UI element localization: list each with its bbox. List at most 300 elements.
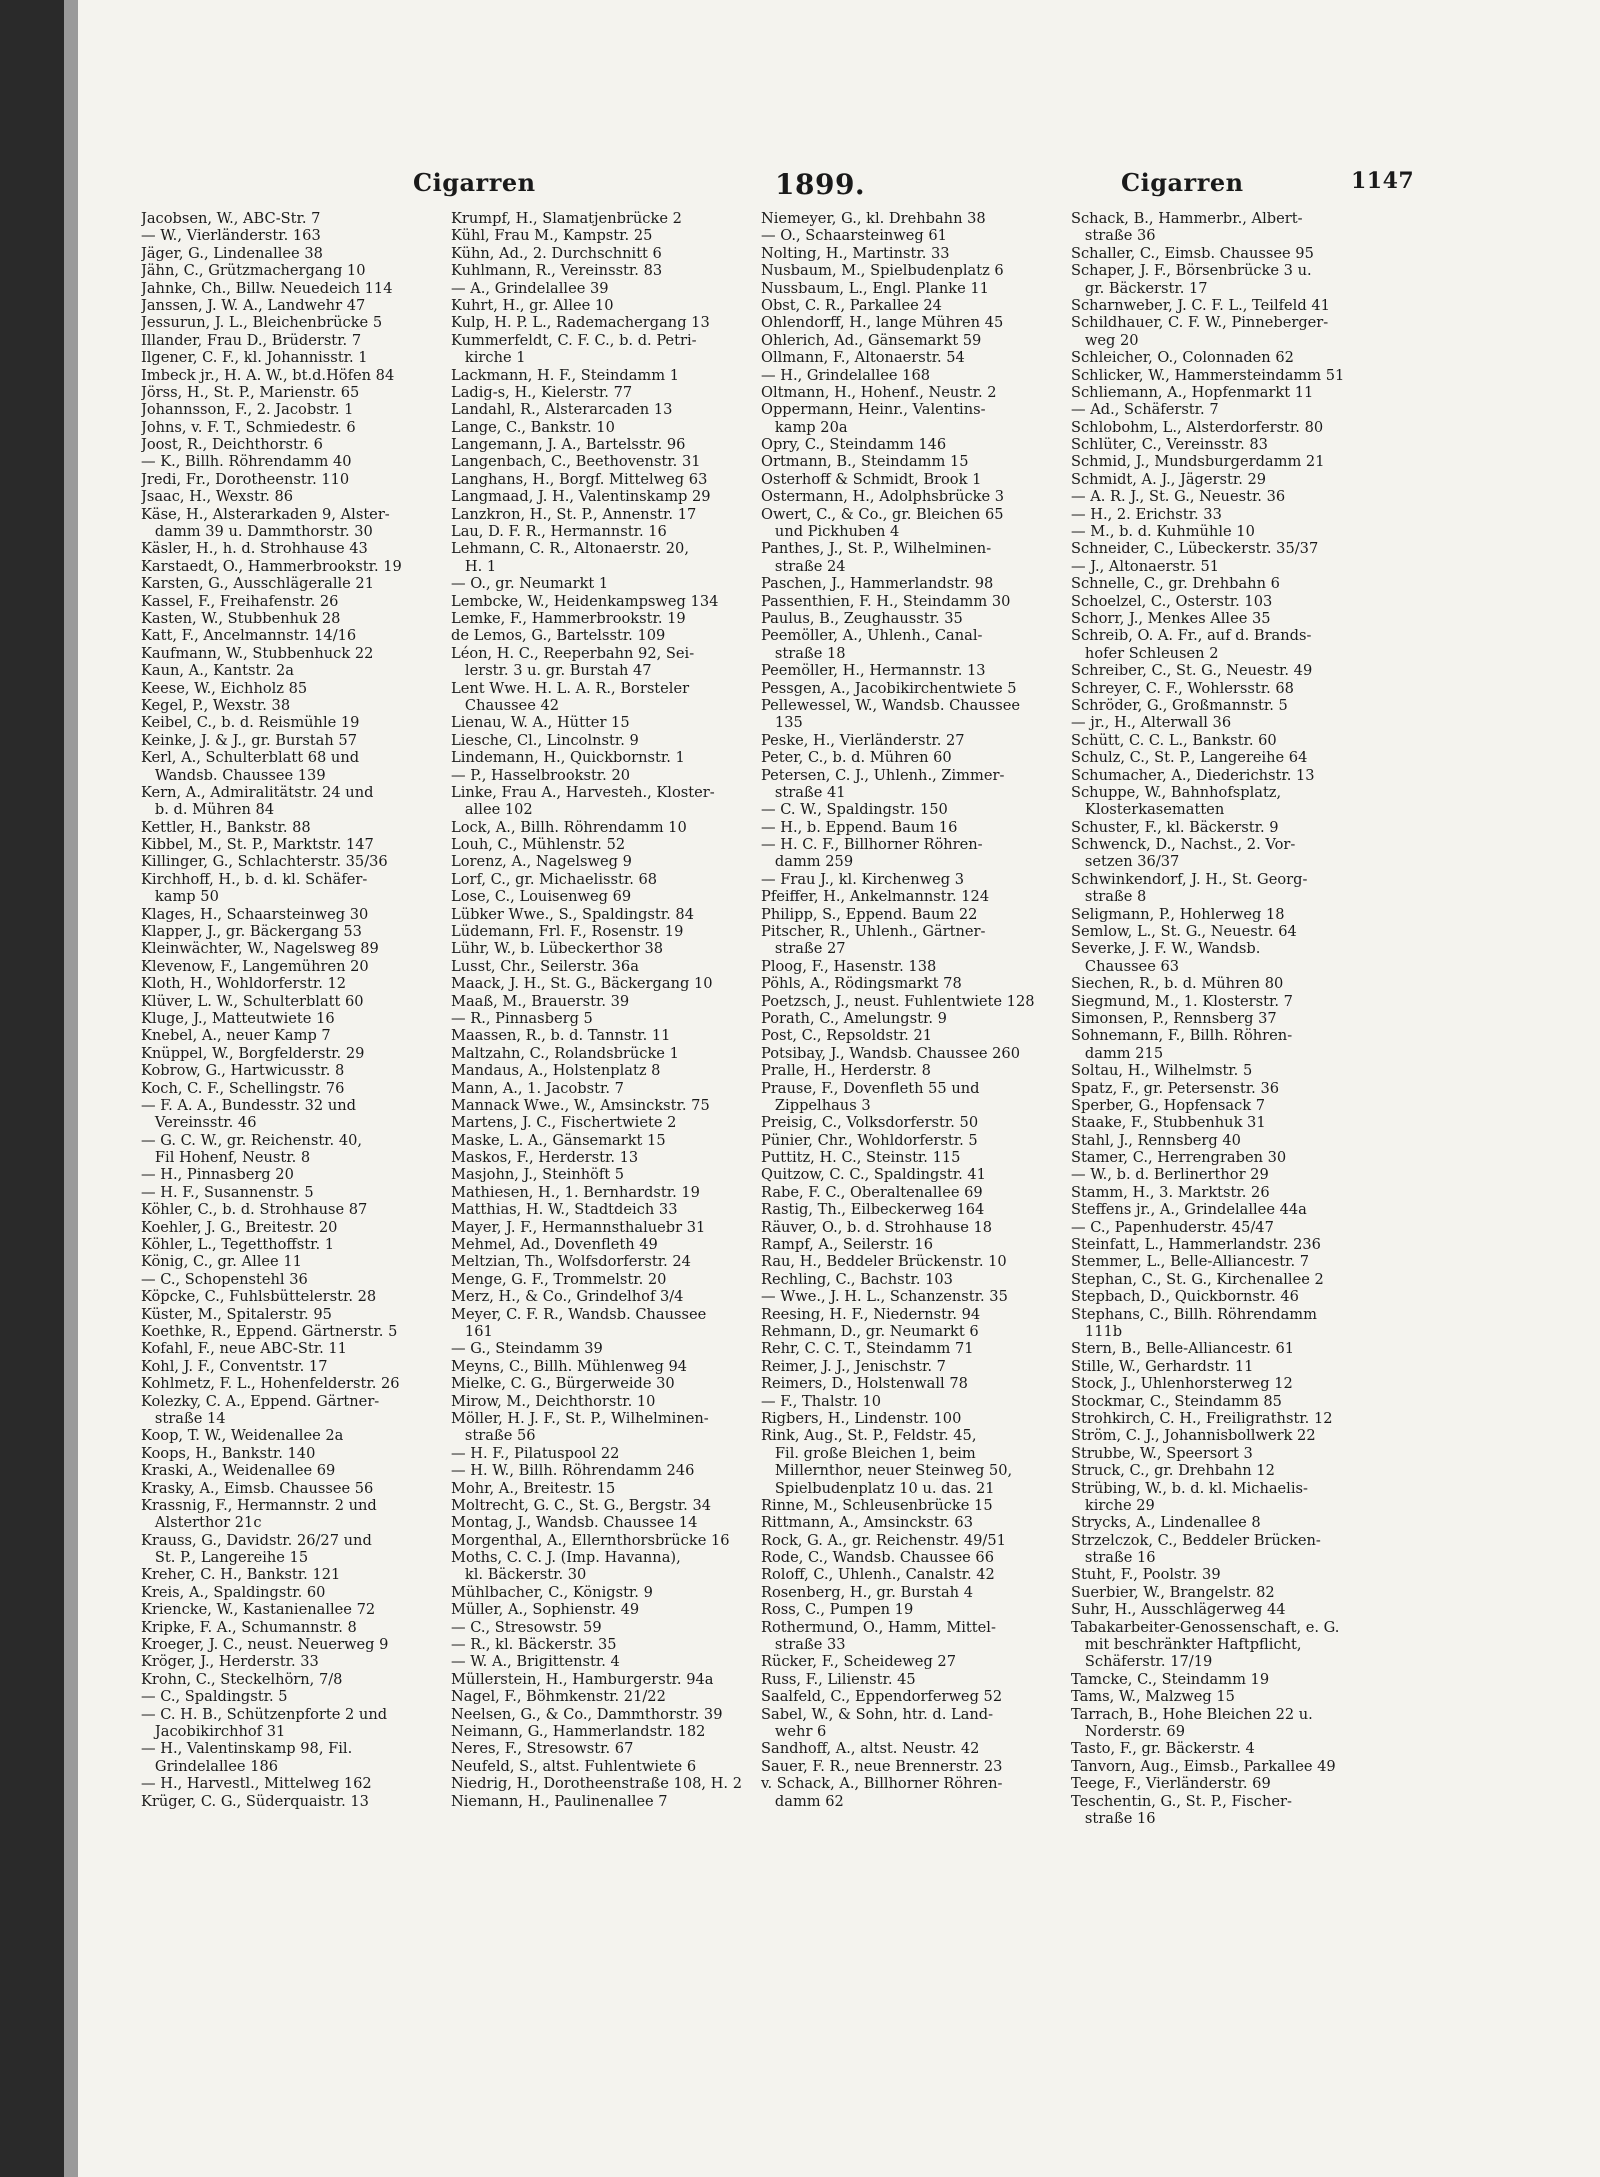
directory-entry: Karsten, G., Ausschlägeralle 21 <box>141 575 374 593</box>
directory-entry: Schreib, O. A. Fr., auf d. Brands- <box>1071 627 1312 645</box>
directory-entry: Maassen, R., b. d. Tannstr. 11 <box>451 1027 671 1045</box>
directory-entry: — H. F., Pilatuspool 22 <box>451 1444 620 1462</box>
directory-entry: Janssen, J. W. A., Landwehr 47 <box>141 296 366 314</box>
directory-entry: — G., Steindamm 39 <box>451 1340 603 1358</box>
directory-entry: — H., Grindelallee 168 <box>761 366 931 384</box>
directory-entry: Spielbudenplatz 10 u. das. 21 <box>761 1479 995 1497</box>
directory-entry: Köhler, L., Tegetthoffstr. 1 <box>141 1236 335 1254</box>
directory-entry: Ortmann, B., Steindamm 15 <box>761 453 969 471</box>
directory-entry: Fil Hohenf, Neustr. 8 <box>141 1149 311 1167</box>
directory-entry: Neelsen, G., & Co., Dammthorstr. 39 <box>451 1705 723 1723</box>
directory-entry: wehr 6 <box>761 1722 827 1740</box>
directory-entry: Peemöller, A., Uhlenh., Canal- <box>761 627 983 645</box>
directory-entry: Koethke, R., Eppend. Gärtnerstr. 5 <box>141 1323 398 1340</box>
directory-entry: Keibel, C., b. d. Reismühle 19 <box>141 714 360 732</box>
directory-entry: — Wwe., J. H. L., Schanzenstr. 35 <box>761 1288 1008 1306</box>
directory-entry: Steinfatt, L., Hammerlandstr. 236 <box>1071 1236 1321 1254</box>
directory-entry: Lindemann, H., Quickbornstr. 1 <box>451 749 685 767</box>
directory-entry: Langemann, J. A., Bartelsstr. 96 <box>451 436 686 454</box>
directory-entry: Langmaad, J. H., Valentinskamp 29 <box>451 488 711 506</box>
directory-entry: Kofahl, F., neue ABC-Str. 11 <box>141 1340 347 1358</box>
directory-entry: Liesche, Cl., Lincolnstr. 9 <box>451 731 639 749</box>
directory-entry: — W., b. d. Berlinerthor 29 <box>1071 1166 1269 1184</box>
directory-entry: straße 16 <box>1071 1549 1156 1567</box>
directory-entry: Meyer, C. F. R., Wandsb. Chaussee <box>451 1305 707 1323</box>
directory-entry: Nolting, H., Martinstr. 33 <box>761 244 950 262</box>
directory-entry: Chaussee 63 <box>1071 957 1180 975</box>
directory-entry: Schlüter, C., Vereinsstr. 83 <box>1071 436 1268 454</box>
directory-entry: Pitscher, R., Uhlenh., Gärtner- <box>761 923 986 941</box>
directory-entry: Obst, C. R., Parkallee 24 <box>761 296 942 314</box>
directory-entry: Müller, A., Sophienstr. 49 <box>451 1601 640 1619</box>
directory-entry: Stepbach, D., Quickbornstr. 46 <box>1071 1288 1299 1306</box>
directory-entry: Schuppe, W., Bahnhofsplatz, <box>1071 783 1282 801</box>
directory-entry: Schliemann, A., Hopfenmarkt 11 <box>1071 383 1314 401</box>
directory-entry: Prause, F., Dovenfleth 55 und <box>761 1079 980 1097</box>
directory-entry: Merz, H., & Co., Grindelhof 3/4 <box>451 1288 684 1306</box>
directory-entry: Rosenberg, H., gr. Burstah 4 <box>761 1583 973 1601</box>
directory-entry: Oltmann, H., Hohenf., Neustr. 2 <box>761 383 997 401</box>
directory-entry: Spatz, F., gr. Petersenstr. 36 <box>1071 1079 1280 1097</box>
directory-entry: Lorenz, A., Nagelsweg 9 <box>451 853 632 871</box>
directory-entry: Léon, H. C., Reeperbahn 92, Sei- <box>451 644 695 662</box>
directory-entry: Struck, C., gr. Drehbahn 12 <box>1071 1462 1275 1480</box>
directory-entry: Langhans, H., Borgf. Mittelweg 63 <box>451 470 708 488</box>
directory-entry: damm 39 u. Dammthorstr. 30 <box>141 523 373 541</box>
directory-entry: damm 62 <box>761 1792 844 1810</box>
directory-entry: straße 8 <box>1071 888 1147 906</box>
directory-entry: Lienau, W. A., Hütter 15 <box>451 714 630 732</box>
directory-entry: Klüver, L. W., Schulterblatt 60 <box>141 992 364 1010</box>
directory-entry: Rock, G. A., gr. Reichenstr. 49/51 <box>761 1531 1006 1549</box>
directory-entry: Lange, C., Bankstr. 10 <box>451 418 615 436</box>
directory-entry: — W., Vierländerstr. 163 <box>141 227 321 245</box>
directory-entry: Lanzkron, H., St. P., Annenstr. 17 <box>451 505 697 523</box>
directory-entry: Passenthien, F. H., Steindamm 30 <box>761 592 1011 610</box>
directory-entry: Ström, C. J., Johannisbollwerk 22 <box>1071 1427 1316 1445</box>
directory-entry: Panthes, J., St. P., Wilhelminen- <box>761 540 992 558</box>
directory-entry: Rothermund, O., Hamm, Mittel- <box>761 1618 996 1636</box>
directory-entry: Linke, Frau A., Harvesteh., Kloster- <box>451 783 715 801</box>
directory-entry: Ilgener, C. F., kl. Johannisstr. 1 <box>141 349 368 367</box>
page-number: 1147 <box>1351 168 1415 194</box>
directory-entry: Kühl, Frau M., Kampstr. 25 <box>451 227 653 245</box>
directory-entry: Mathiesen, H., 1. Bernhardstr. 19 <box>451 1183 700 1201</box>
directory-entry: Mehmel, Ad., Dovenfleth 49 <box>451 1236 658 1254</box>
directory-entry: Staake, F., Stubbenhuk 31 <box>1071 1114 1266 1132</box>
directory-entry: Reimer, J. J., Jenischstr. 7 <box>761 1357 946 1375</box>
directory-entry: Lent Wwe. H. L. A. R., Borsteler <box>451 679 690 697</box>
directory-entry: Peter, C., b. d. Mühren 60 <box>761 749 952 767</box>
directory-entry: Kulp, H. P. L., Rademachergang 13 <box>451 314 710 332</box>
directory-entry: Philipp, S., Eppend. Baum 22 <box>761 905 978 923</box>
directory-entry: — H., b. Eppend. Baum 16 <box>761 818 958 836</box>
directory-entry: Schmid, J., Mundsburgerdamm 21 <box>1071 453 1325 471</box>
directory-entry: — Ad., Schäferstr. 7 <box>1071 401 1219 419</box>
directory-entry: Kassel, F., Freihafenstr. 26 <box>141 592 339 610</box>
directory-entry: Steffens jr., A., Grindelallee 44a <box>1071 1201 1307 1219</box>
directory-entry: Petersen, C. J., Uhlenh., Zimmer- <box>761 766 1005 784</box>
directory-entry: — F., Thalstr. 10 <box>761 1392 882 1410</box>
directory-entry: Rinne, M., Schleusenbrücke 15 <box>761 1496 993 1514</box>
directory-entry: Neres, F., Stresowstr. 67 <box>451 1740 634 1758</box>
column-3 <box>761 210 1066 2090</box>
directory-entry: Mielke, C. G., Bürgerweide 30 <box>451 1375 675 1393</box>
directory-entry: Rehmann, D., gr. Neumarkt 6 <box>761 1323 979 1340</box>
directory-page <box>78 0 1600 2177</box>
directory-entry: — G. C. W., gr. Reichenstr. 40, <box>141 1131 363 1149</box>
directory-entry: Quitzow, C. C., Spaldingstr. 41 <box>761 1166 986 1184</box>
directory-entry: Strübing, W., b. d. kl. Michaelis- <box>1071 1479 1308 1497</box>
directory-entry: kirche 1 <box>451 349 526 367</box>
directory-entry: straße 36 <box>1071 227 1156 245</box>
directory-entry: — W. A., Brigittenstr. 4 <box>451 1653 620 1671</box>
directory-entry: Koch, C. F., Schellingstr. 76 <box>141 1079 345 1097</box>
directory-entry: Klevenow, F., Langemühren 20 <box>141 957 369 975</box>
directory-entry: Rastig, Th., Eilbeckerweg 164 <box>761 1201 985 1219</box>
directory-entry: Jacobikirchhof 31 <box>141 1722 286 1740</box>
directory-entry: und Pickhuben 4 <box>761 523 900 541</box>
directory-entry: Pöhls, A., Rödingsmarkt 78 <box>761 975 962 993</box>
directory-entry: Vereinsstr. 46 <box>141 1114 257 1132</box>
directory-entry: Maskos, F., Herderstr. 13 <box>451 1149 639 1167</box>
directory-entry: Rittmann, A., Amsinckstr. 63 <box>761 1514 973 1532</box>
directory-entry: Rink, Aug., St. P., Feldstr. 45, <box>761 1427 977 1445</box>
directory-entry: Semlow, L., St. G., Neuestr. 64 <box>1071 923 1297 941</box>
column-2 <box>451 210 756 2090</box>
directory-entry: Siegmund, M., 1. Klosterstr. 7 <box>1071 992 1293 1010</box>
directory-entry: Matthias, H. W., Stadtdeich 33 <box>451 1201 678 1219</box>
directory-entry: — H. W., Billh. Röhrendamm 246 <box>451 1462 695 1480</box>
directory-entry: Niemeyer, G., kl. Drehbahn 38 <box>761 210 986 227</box>
directory-entry: Mandaus, A., Holstenplatz 8 <box>451 1062 661 1080</box>
directory-entry: — A., Grindelallee 39 <box>451 279 609 297</box>
directory-entry: Lehmann, C. R., Altonaerstr. 20, <box>451 540 689 558</box>
directory-entry: Schütt, C. C. L., Bankstr. 60 <box>1071 731 1277 749</box>
directory-entry: lerstr. 3 u. gr. Burstah 47 <box>451 662 652 680</box>
header-right-title: Cigarren <box>1121 168 1244 197</box>
directory-columns <box>138 210 1368 2090</box>
directory-entry: Kreher, C. H., Bankstr. 121 <box>141 1566 341 1584</box>
directory-entry: damm 215 <box>1071 1044 1164 1062</box>
directory-entry: Niedrig, H., Dorotheenstraße 108, H. 2 <box>451 1775 742 1793</box>
directory-entry: Roloff, C., Uhlenh., Canalstr. 42 <box>761 1566 995 1584</box>
directory-entry: Sperber, G., Hopfensack 7 <box>1071 1096 1266 1114</box>
directory-entry: Pessgen, A., Jacobikirchentwiete 5 <box>761 679 1017 697</box>
directory-entry: Pralle, H., Herderstr. 8 <box>761 1062 931 1080</box>
directory-entry: Millernthor, neuer Steinweg 50, <box>761 1462 1013 1480</box>
directory-entry: Stephans, C., Billh. Röhrendamm <box>1071 1305 1317 1323</box>
directory-entry: Schack, B., Hammerbr., Albert- <box>1071 210 1303 227</box>
running-header <box>138 168 1415 208</box>
directory-entry: Opry, C., Steindamm 146 <box>761 436 947 454</box>
directory-entry: — Frau J., kl. Kirchenweg 3 <box>761 870 965 888</box>
directory-entry: Langenbach, C., Beethovenstr. 31 <box>451 453 701 471</box>
directory-entry: Lau, D. F. R., Hermannstr. 16 <box>451 523 667 541</box>
directory-entry: Ploog, F., Hasenstr. 138 <box>761 957 937 975</box>
column-1 <box>141 210 446 2090</box>
directory-entry: Lemke, F., Hammerbrookstr. 19 <box>451 609 686 627</box>
directory-entry: Lock, A., Billh. Röhrendamm 10 <box>451 818 687 836</box>
directory-entry: — C., Papenhuderstr. 45/47 <box>1071 1218 1274 1236</box>
directory-entry: Knüppel, W., Borgfelderstr. 29 <box>141 1044 365 1062</box>
directory-entry: v. Schack, A., Billhorner Röhren- <box>761 1775 1003 1793</box>
directory-entry: Stahl, J., Rennsberg 40 <box>1071 1131 1241 1149</box>
directory-entry: Kühn, Ad., 2. Durchschnitt 6 <box>451 244 662 262</box>
directory-entry: Krassnig, F., Hermannstr. 2 und <box>141 1496 377 1514</box>
directory-entry: Niemann, H., Paulinenallee 7 <box>451 1792 668 1810</box>
directory-entry: Chaussee 42 <box>451 696 560 714</box>
directory-entry: — C., Spaldingstr. 5 <box>141 1688 288 1706</box>
directory-entry: Johannsson, F., 2. Jacobstr. 1 <box>141 401 354 419</box>
directory-entry: straße 14 <box>141 1409 226 1427</box>
directory-entry: Scharnweber, J. C. F. L., Teilfeld 41 <box>1071 296 1330 314</box>
directory-entry: Stille, W., Gerhardstr. 11 <box>1071 1357 1254 1375</box>
directory-entry: Rampf, A., Seilerstr. 16 <box>761 1236 933 1254</box>
directory-entry: Strubbe, W., Speersort 3 <box>1071 1444 1253 1462</box>
directory-entry: Stephan, C., St. G., Kirchenallee 2 <box>1071 1270 1324 1288</box>
directory-entry: Jsaac, H., Wexstr. 86 <box>141 488 294 506</box>
directory-entry: Klages, H., Schaarsteinweg 30 <box>141 905 369 923</box>
directory-entry: Mayer, J. F., Hermannsthaluebr 31 <box>451 1218 706 1236</box>
directory-entry: straße 56 <box>451 1427 536 1445</box>
directory-entry: Kasten, W., Stubbenhuk 28 <box>141 609 341 627</box>
directory-entry: Lühr, W., b. Lübeckerthor 38 <box>451 940 664 958</box>
directory-entry: Lackmann, H. F., Steindamm 1 <box>451 366 680 384</box>
directory-entry: Teschentin, G., St. P., Fischer- <box>1071 1792 1292 1810</box>
directory-entry: Johns, v. F. T., Schmiedestr. 6 <box>141 418 356 436</box>
directory-entry: kl. Bäckerstr. 30 <box>451 1566 587 1584</box>
directory-entry: Strohkirch, C. H., Freiligrathstr. 12 <box>1071 1409 1333 1427</box>
directory-entry: Mirow, M., Deichthorstr. 10 <box>451 1392 656 1410</box>
directory-entry: Schneider, C., Lübeckerstr. 35/37 <box>1071 540 1319 558</box>
directory-entry: Kibbel, M., St. P., Marktstr. 147 <box>141 836 374 854</box>
directory-entry: Puttitz, H. C., Steinstr. 115 <box>761 1149 961 1167</box>
directory-entry: Schwenck, D., Nachst., 2. Vor- <box>1071 836 1296 854</box>
directory-entry: Meltzian, Th., Wolfsdorferstr. 24 <box>451 1253 691 1271</box>
directory-entry: Lorf, C., gr. Michaelisstr. 68 <box>451 870 658 888</box>
directory-entry: Joost, R., Deichthorstr. 6 <box>141 436 323 454</box>
directory-entry: Kerl, A., Schulterblatt 68 und <box>141 749 360 767</box>
directory-entry: Nusbaum, M., Spielbudenplatz 6 <box>761 262 1004 280</box>
directory-entry: Sohnemann, F., Billh. Röhren- <box>1071 1027 1293 1045</box>
directory-entry: Schlobohm, L., Alsterdorferstr. 80 <box>1071 418 1324 436</box>
directory-entry: Mohr, A., Breitestr. 15 <box>451 1479 616 1497</box>
directory-entry: 111b <box>1071 1323 1123 1340</box>
directory-entry: St. P., Langereihe 15 <box>141 1549 309 1567</box>
directory-entry: Lembcke, W., Heidenkampsweg 134 <box>451 592 719 610</box>
directory-entry: Käsler, H., h. d. Strohhause 43 <box>141 540 368 558</box>
directory-entry: Severke, J. F. W., Wandsb. <box>1071 940 1261 958</box>
directory-entry: Stamer, C., Herrengraben 30 <box>1071 1149 1287 1167</box>
directory-entry: allee 102 <box>451 801 533 819</box>
directory-entry: Sabel, W., & Sohn, htr. d. Land- <box>761 1705 994 1723</box>
directory-entry: damm 259 <box>761 853 854 871</box>
directory-entry: Schmidt, A. J., Jägerstr. 29 <box>1071 470 1267 488</box>
header-left-title: Cigarren <box>413 168 536 197</box>
directory-entry: — C. W., Spaldingstr. 150 <box>761 801 948 819</box>
directory-entry: — F. A. A., Bundesstr. 32 und <box>141 1096 356 1114</box>
directory-entry: Paulus, B., Zeughausstr. 35 <box>761 609 963 627</box>
directory-entry: Klosterkasematten <box>1071 801 1225 819</box>
directory-entry: Kuhlmann, R., Vereinsstr. 83 <box>451 262 663 280</box>
directory-entry: Schröder, G., Großmannstr. 5 <box>1071 696 1288 714</box>
directory-entry: Jredi, Fr., Dorotheenstr. 110 <box>141 470 350 488</box>
directory-entry: Knebel, A., neuer Kamp 7 <box>141 1027 331 1045</box>
directory-entry: Suerbier, W., Brangelstr. 82 <box>1071 1583 1275 1601</box>
directory-entry: kamp 50 <box>141 888 219 906</box>
directory-entry: Kohl, J. F., Conventstr. 17 <box>141 1357 328 1375</box>
directory-entry: Alsterthor 21c <box>141 1514 262 1532</box>
directory-entry: Post, C., Repsoldstr. 21 <box>761 1027 933 1045</box>
directory-entry: Lusst, Chr., Seilerstr. 36a <box>451 957 639 975</box>
directory-entry: Norderstr. 69 <box>1071 1722 1185 1740</box>
directory-entry: Kern, A., Admiralitätstr. 24 und <box>141 783 374 801</box>
directory-entry: Pfeiffer, H., Ankelmannstr. 124 <box>761 888 990 906</box>
directory-entry: — H., Pinnasberg 20 <box>141 1166 294 1184</box>
directory-entry: straße 18 <box>761 644 846 662</box>
directory-entry: — R., Pinnasberg 5 <box>451 1009 593 1027</box>
directory-entry: — P., Hasselbrookstr. 20 <box>451 766 631 784</box>
directory-entry: Martens, J. C., Fischertwiete 2 <box>451 1114 677 1132</box>
page-edge <box>64 0 78 2177</box>
directory-entry: Räuver, O., b. d. Strohhause 18 <box>761 1218 993 1236</box>
book-spine-shadow <box>0 0 64 2177</box>
directory-entry: Rehr, C. C. T., Steindamm 71 <box>761 1340 974 1358</box>
directory-entry: Koehler, J. G., Breitestr. 20 <box>141 1218 338 1236</box>
directory-entry: Müllerstein, H., Hamburgerstr. 94a <box>451 1670 714 1688</box>
directory-entry: Kröger, J., Herderstr. 33 <box>141 1653 319 1671</box>
directory-entry: — jr., H., Alterwall 36 <box>1071 714 1232 732</box>
directory-entry: Kirchhoff, H., b. d. kl. Schäfer- <box>141 870 368 888</box>
directory-entry: Nagel, F., Böhmkenstr. 21/22 <box>451 1688 666 1706</box>
directory-entry: Kluge, J., Matteutwiete 16 <box>141 1009 335 1027</box>
directory-entry: — H., 2. Erichstr. 33 <box>1071 505 1222 523</box>
directory-entry: Maske, L. A., Gänsemarkt 15 <box>451 1131 666 1149</box>
directory-entry: Ohlerich, Ad., Gänsemarkt 59 <box>761 331 982 349</box>
directory-entry: Suhr, H., Ausschlägerweg 44 <box>1071 1601 1286 1619</box>
header-year: 1899. <box>775 168 866 201</box>
directory-entry: Kleinwächter, W., Nagelsweg 89 <box>141 940 379 958</box>
directory-entry: Krohn, C., Steckelhörn, 7/8 <box>141 1670 343 1688</box>
directory-entry: Mann, A., 1. Jacobstr. 7 <box>451 1079 624 1097</box>
directory-entry: gr. Bäckerstr. 17 <box>1071 279 1208 297</box>
directory-entry: straße 41 <box>761 783 846 801</box>
directory-entry: Sandhoff, A., altst. Neustr. 42 <box>761 1740 980 1758</box>
directory-entry: Landahl, R., Alsterarcaden 13 <box>451 401 673 419</box>
directory-entry: — A. R. J., St. G., Neuestr. 36 <box>1071 488 1286 506</box>
directory-entry: Maltzahn, C., Rolandsbrücke 1 <box>451 1044 679 1062</box>
directory-entry: — C. H. B., Schützenpforte 2 und <box>141 1705 388 1723</box>
directory-entry: Meyns, C., Billh. Mühlenweg 94 <box>451 1357 688 1375</box>
directory-entry: — H. F., Susannenstr. 5 <box>141 1183 314 1201</box>
directory-entry: Kaun, A., Kantstr. 2a <box>141 662 294 680</box>
directory-entry: Schoelzel, C., Osterstr. 103 <box>1071 592 1273 610</box>
directory-entry: Ostermann, H., Adolphsbrücke 3 <box>761 488 1005 506</box>
directory-entry: — H., Valentinskamp 98, Fil. <box>141 1740 353 1758</box>
directory-entry: Tanvorn, Aug., Eimsb., Parkallee 49 <box>1071 1757 1336 1775</box>
directory-entry: Schnelle, C., gr. Drehbahn 6 <box>1071 575 1280 593</box>
directory-entry: H. 1 <box>451 557 497 575</box>
directory-entry: — K., Billh. Röhrendamm 40 <box>141 453 352 471</box>
directory-entry: Osterhoff & Schmidt, Brook 1 <box>761 470 982 488</box>
directory-entry: Reimers, D., Holstenwall 78 <box>761 1375 968 1393</box>
directory-entry: Soltau, H., Wilhelmstr. 5 <box>1071 1062 1253 1080</box>
directory-entry: Imbeck jr., H. A. W., bt.d.Höfen 84 <box>141 366 395 384</box>
directory-entry: Jähn, C., Grützmachergang 10 <box>141 262 366 280</box>
directory-entry: Kohlmetz, F. L., Hohenfelderstr. 26 <box>141 1375 400 1393</box>
directory-entry: Köpcke, C., Fuhlsbüttelerstr. 28 <box>141 1288 377 1306</box>
directory-entry: Kreis, A., Spaldingstr. 60 <box>141 1583 326 1601</box>
directory-entry: Krasky, A., Eimsb. Chaussee 56 <box>141 1479 374 1497</box>
directory-entry: Tarrach, B., Hohe Bleichen 22 u. <box>1071 1705 1313 1723</box>
directory-entry: Kolezky, C. A., Eppend. Gärtner- <box>141 1392 380 1410</box>
directory-entry: Schaper, J. F., Börsenbrücke 3 u. <box>1071 262 1312 280</box>
directory-entry: Montag, J., Wandsb. Chaussee 14 <box>451 1514 698 1532</box>
directory-entry: Nussbaum, L., Engl. Planke 11 <box>761 279 989 297</box>
directory-entry: Krüger, C. G., Süderquaistr. 13 <box>141 1792 369 1810</box>
directory-entry: Tabakarbeiter-Genossenschaft, e. G. <box>1071 1618 1340 1636</box>
directory-entry: Kettler, H., Bankstr. 88 <box>141 818 311 836</box>
directory-entry: Moltrecht, G. C., St. G., Bergstr. 34 <box>451 1496 712 1514</box>
directory-entry: Preisig, C., Volksdorferstr. 50 <box>761 1114 979 1132</box>
directory-entry: Köhler, C., b. d. Strohhause 87 <box>141 1201 368 1219</box>
directory-entry: Rechling, C., Bachstr. 103 <box>761 1270 953 1288</box>
directory-entry: Schäferstr. 17/19 <box>1071 1653 1213 1671</box>
directory-entry: Schreiber, C., St. G., Neuestr. 49 <box>1071 662 1313 680</box>
directory-entry: Morgenthal, A., Ellernthorsbrücke 16 <box>451 1531 730 1549</box>
directory-entry: — C., Stresowstr. 59 <box>451 1618 602 1636</box>
directory-entry: straße 27 <box>761 940 846 958</box>
directory-entry: Möller, H. J. F., St. P., Wilhelminen- <box>451 1409 709 1427</box>
directory-entry: Schaller, C., Eimsb. Chaussee 95 <box>1071 244 1314 262</box>
directory-entry: kamp 20a <box>761 418 848 436</box>
directory-entry: Klapper, J., gr. Bäckergang 53 <box>141 923 362 941</box>
directory-entry: Kegel, P., Wexstr. 38 <box>141 696 291 714</box>
directory-entry: Stamm, H., 3. Marktstr. 26 <box>1071 1183 1270 1201</box>
directory-entry: — O., gr. Neumarkt 1 <box>451 575 609 593</box>
directory-entry: Maack, J. H., St. G., Bäckergang 10 <box>451 975 713 993</box>
directory-entry: Oppermann, Heinr., Valentins- <box>761 401 986 419</box>
directory-entry: Louh, C., Mühlenstr. 52 <box>451 836 626 854</box>
directory-entry: Tasto, F., gr. Bäckerstr. 4 <box>1071 1740 1255 1758</box>
directory-entry: kirche 29 <box>1071 1496 1155 1514</box>
directory-entry: König, C., gr. Allee 11 <box>141 1253 302 1271</box>
directory-entry: Ladig-s, H., Kielerstr. 77 <box>451 383 633 401</box>
directory-entry: Poetzsch, J., neust. Fuhlentwiete 128 <box>761 992 1035 1010</box>
directory-entry: Kuhrt, H., gr. Allee 10 <box>451 296 614 314</box>
directory-entry: Neimann, G., Hammerlandstr. 182 <box>451 1722 706 1740</box>
directory-entry: Sauer, F. R., neue Brennerstr. 23 <box>761 1757 1003 1775</box>
directory-entry: Pünier, Chr., Wohldorferstr. 5 <box>761 1131 978 1149</box>
directory-entry: Ross, C., Pumpen 19 <box>761 1601 914 1619</box>
directory-entry: Kripke, F. A., Schumannstr. 8 <box>141 1618 357 1636</box>
directory-entry: Tams, W., Malzweg 15 <box>1071 1688 1235 1706</box>
directory-entry: Saalfeld, C., Eppendorferweg 52 <box>761 1688 1003 1706</box>
directory-entry: Jahnke, Ch., Billw. Neuedeich 114 <box>141 279 393 297</box>
directory-entry: 135 <box>761 714 803 732</box>
directory-entry: Stuht, F., Poolstr. 39 <box>1071 1566 1221 1584</box>
directory-entry: Kaufmann, W., Stubbenhuck 22 <box>141 644 374 662</box>
directory-entry: Strycks, A., Lindenallee 8 <box>1071 1514 1261 1532</box>
directory-entry: Owert, C., & Co., gr. Bleichen 65 <box>761 505 1004 523</box>
directory-entry: b. d. Mühren 84 <box>141 801 275 819</box>
directory-entry: mit beschränkter Haftpflicht, <box>1071 1636 1302 1654</box>
directory-entry: — J., Altonaerstr. 51 <box>1071 557 1220 575</box>
directory-entry: Jacobsen, W., ABC-Str. 7 <box>141 210 321 227</box>
directory-entry: Krauss, G., Davidstr. 26/27 und <box>141 1531 372 1549</box>
directory-entry: Keese, W., Eichholz 85 <box>141 679 308 697</box>
